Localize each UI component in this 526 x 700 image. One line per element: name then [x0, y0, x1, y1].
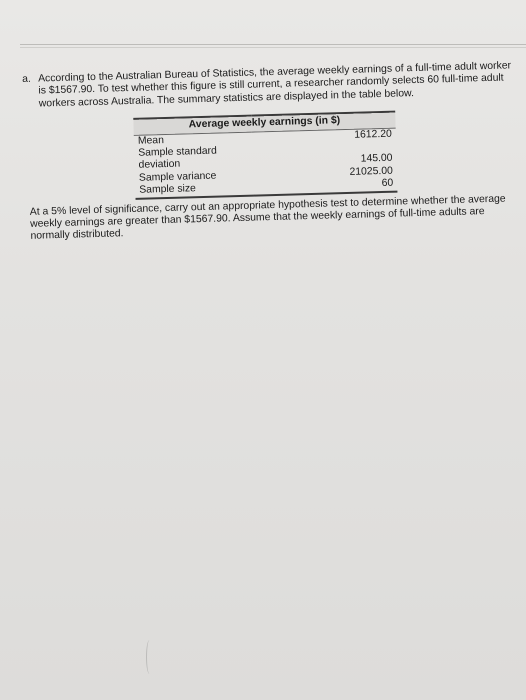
document-page	[22, 60, 523, 244]
row-label-sd: Sample standard deviation	[138, 145, 217, 172]
summary-statistics-table	[133, 111, 397, 200]
row-value-variance: 21025.00	[349, 165, 394, 178]
question-task: At a 5% level of significance, carry out an appropriate hypothesis test to determine whether the average weekly earnings are greater than $1567.90. Assume that the weekly earnings of full-time adults are normally distributed.	[29, 193, 506, 243]
question-a	[22, 60, 519, 111]
row-label-mean: Mean	[137, 134, 165, 147]
row-value-mean: 1612.20	[354, 128, 392, 141]
table-header: Average weekly earnings (in $)	[133, 112, 395, 135]
row-value-sample-size: 60	[253, 178, 397, 195]
row-label-variance: Sample variance	[138, 170, 217, 184]
page-top-rule	[20, 44, 526, 45]
pen-mark	[146, 640, 153, 674]
row-label-sample-size: Sample size	[135, 182, 253, 199]
question-intro: According to the Australian Bureau of Statistics, the average weekly earnings of a full-time adult worker is $1567.90. To test whether this figure is still current, a researcher randomly selects 60 full-time adult workers across Australia. The summary statistics are displayed in the table below.	[37, 60, 512, 110]
page-top-rule-secondary	[20, 47, 526, 48]
row-value-sd: 145.00	[360, 153, 393, 166]
question-letter: a.	[22, 73, 31, 85]
